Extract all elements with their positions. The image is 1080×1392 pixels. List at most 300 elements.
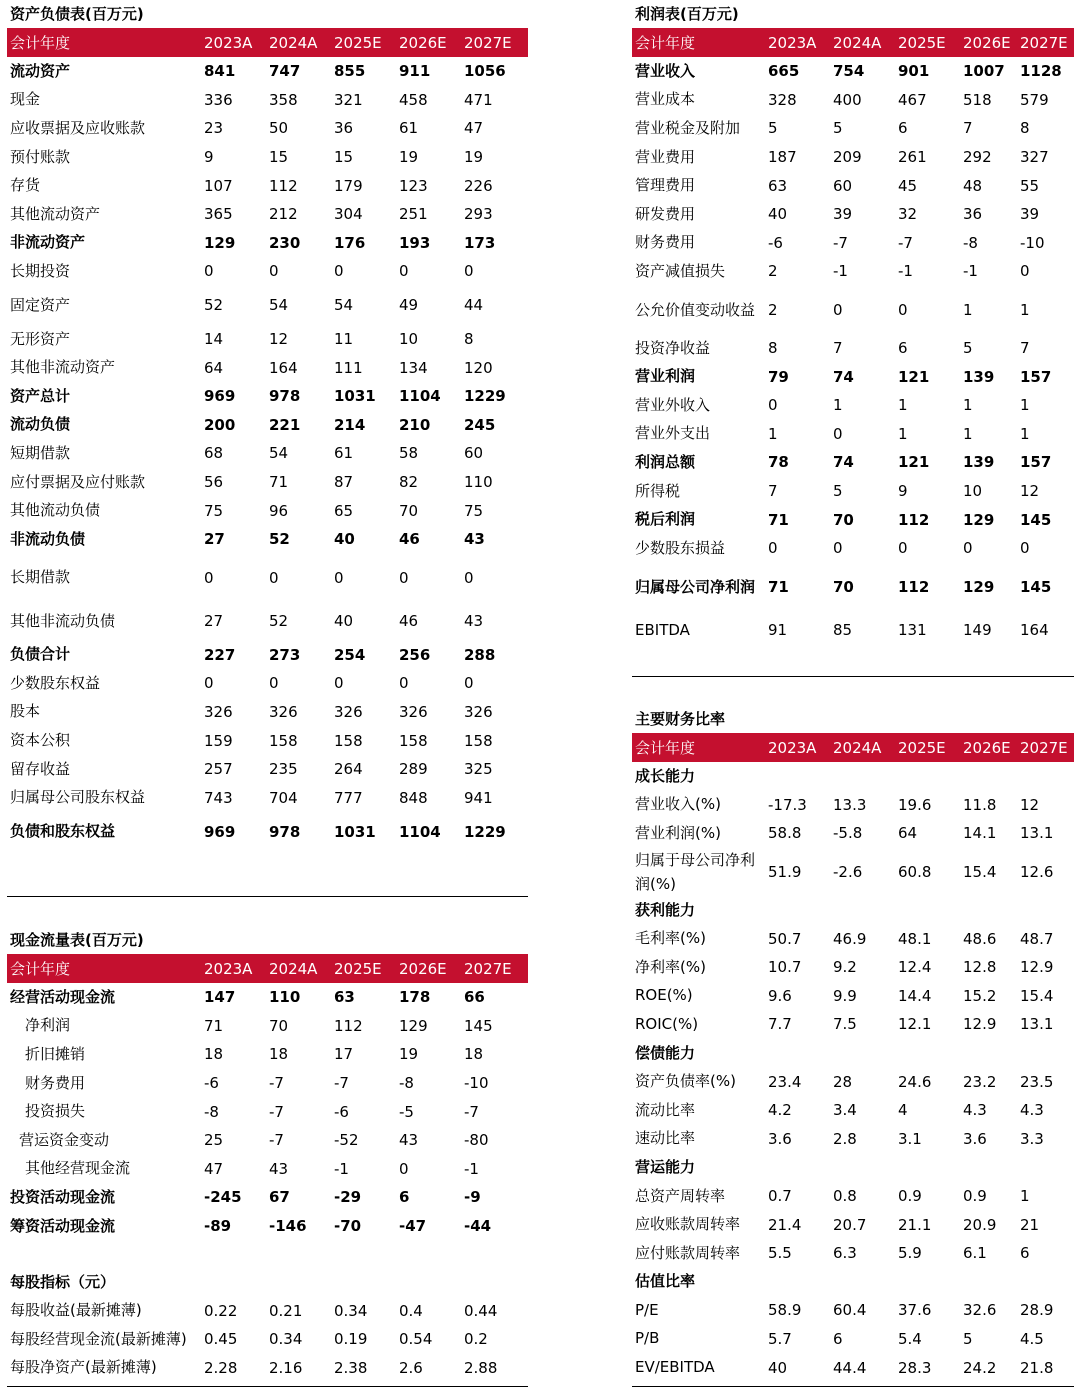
cell-value: 159 — [204, 731, 233, 750]
cell-value: 0 — [898, 300, 908, 319]
cell-value: 52 — [269, 530, 290, 549]
table-row — [632, 143, 1074, 172]
cell-value: -7 — [269, 1131, 284, 1150]
row-label: 成长能力 — [635, 766, 696, 785]
cell-value: -8 — [963, 233, 978, 252]
row-label: 应付账款周转率 — [635, 1243, 741, 1262]
cell-value: 2.8 — [833, 1129, 857, 1148]
cell-value: 1 — [963, 424, 973, 443]
cell-value: 12.9 — [963, 1015, 997, 1034]
cell-value — [765, 1039, 830, 1068]
cell-value: 326 — [464, 702, 493, 721]
col-header: 2027E — [461, 28, 528, 57]
cell-value: 75 — [464, 501, 484, 520]
cell-value: 120 — [464, 358, 493, 377]
cell-value: 0.9 — [898, 1187, 922, 1206]
cell-value: 326 — [334, 702, 363, 721]
cell-value: 743 — [204, 788, 233, 807]
table-row — [632, 819, 1074, 848]
row-label: 估值比率 — [635, 1272, 696, 1291]
row-label: 短期借款 — [10, 443, 71, 462]
cell-value: 221 — [269, 415, 301, 434]
cell-value: 0 — [464, 568, 474, 587]
cell-value: 46.9 — [833, 929, 867, 948]
cell-value: 0 — [269, 262, 279, 281]
cell-value — [960, 1153, 1017, 1182]
cell-value: 5.7 — [768, 1329, 792, 1348]
col-header: 2024A — [830, 733, 895, 762]
col-header: 2026E — [396, 954, 461, 983]
row-label: 预付账款 — [10, 147, 71, 166]
table-row — [7, 114, 528, 143]
cell-value: 9 — [204, 148, 214, 167]
cell-value: 0 — [204, 568, 214, 587]
row-label: 财务费用 — [635, 233, 696, 252]
cell-value: 704 — [269, 788, 298, 807]
cell-value: 0.44 — [464, 1301, 498, 1320]
table-row — [7, 143, 528, 172]
cell-value: 9.9 — [833, 986, 857, 1005]
cell-value: 336 — [204, 90, 233, 109]
ratios-panel — [632, 705, 1074, 1382]
cell-value: 848 — [399, 788, 428, 807]
cell-value: 27 — [204, 530, 225, 549]
cell-value: 123 — [399, 176, 428, 195]
cell-value: 32.6 — [963, 1301, 997, 1320]
cell-value: 110 — [269, 988, 301, 1007]
cell-value: 0.7 — [768, 1187, 792, 1206]
table-row — [632, 1353, 1074, 1382]
cell-value: -44 — [464, 1217, 492, 1236]
cell-value — [895, 1268, 960, 1297]
row-label: 营业利润(%) — [635, 823, 721, 842]
cell-value: -7 — [898, 233, 913, 252]
cell-value: 1 — [768, 424, 778, 443]
row-label: 股本 — [10, 702, 41, 721]
cell-value: 139 — [963, 367, 995, 386]
cell-value: 0 — [833, 300, 843, 319]
col-header: 2023A — [201, 28, 266, 57]
cell-value: -1 — [963, 262, 978, 281]
cell-value: 13.1 — [1020, 824, 1054, 843]
row-label: 每股收益(最新摊薄) — [10, 1301, 142, 1320]
cell-value: 145 — [1020, 577, 1052, 596]
table-row — [7, 1354, 528, 1383]
col-header: 2027E — [1017, 733, 1074, 762]
balance-sheet-table — [7, 28, 528, 851]
cell-value: 1229 — [464, 822, 506, 841]
cell-value: 978 — [269, 387, 301, 406]
cell-value: 4.3 — [1020, 1101, 1044, 1120]
cell-value: 325 — [464, 760, 493, 779]
cell-value: 112 — [898, 577, 930, 596]
cell-value: 15.2 — [963, 986, 997, 1005]
cell-value: 129 — [399, 1016, 428, 1035]
row-label: 总资产周转率 — [635, 1186, 726, 1205]
cell-value: 7 — [768, 482, 778, 501]
row-label: 营业成本 — [635, 90, 696, 109]
cell-value: 139 — [963, 453, 995, 472]
cell-value: 245 — [464, 415, 496, 434]
ratios-table — [632, 733, 1074, 1382]
cell-value: 36 — [334, 119, 354, 138]
cell-value: 0.9 — [963, 1187, 987, 1206]
row-label: 每股经营现金流(最新摊薄) — [10, 1329, 187, 1348]
cell-value: 40 — [334, 612, 354, 630]
divider — [632, 676, 1074, 677]
cell-value: 48 — [963, 176, 983, 195]
cell-value: 51.9 — [768, 862, 802, 881]
row-label: 投资活动现金流 — [10, 1187, 116, 1206]
col-header: 2024A — [266, 28, 331, 57]
table-row — [7, 602, 528, 641]
cell-value: 5.9 — [898, 1244, 922, 1263]
table-row — [632, 505, 1074, 534]
cell-value: 13.3 — [833, 795, 867, 814]
table-row — [632, 611, 1074, 650]
row-label: EBITDA — [635, 620, 690, 639]
cell-value: 20.7 — [833, 1215, 867, 1234]
cell-value: 110 — [464, 473, 493, 492]
cell-value: 293 — [464, 205, 493, 224]
row-label: 存货 — [10, 176, 41, 195]
cell-value: 2 — [768, 300, 778, 319]
divider — [7, 1386, 528, 1387]
cell-value: 112 — [269, 176, 298, 195]
cell-value: 5 — [768, 119, 778, 138]
col-header: 2026E — [960, 733, 1017, 762]
row-label: 应收账款周转率 — [635, 1215, 741, 1234]
cell-value: 28 — [833, 1072, 853, 1091]
cell-value: 21 — [1020, 1215, 1040, 1234]
col-header: 2024A — [266, 954, 331, 983]
table-row — [632, 1010, 1074, 1039]
col-header: 会计年度 — [7, 28, 201, 57]
cell-value: 0.8 — [833, 1187, 857, 1206]
table-row — [632, 563, 1074, 611]
cell-value: 52 — [269, 612, 289, 630]
cell-value: 112 — [334, 1016, 363, 1035]
cell-value: 14.4 — [898, 986, 932, 1005]
cell-value: 1229 — [464, 387, 506, 406]
table-row — [632, 1325, 1074, 1354]
cell-value: 23.4 — [768, 1072, 802, 1091]
cell-value: -146 — [269, 1217, 307, 1236]
row-label: 营运资金变动 — [19, 1130, 110, 1149]
cell-value: 25 — [204, 1131, 224, 1150]
row-label: 净利率(%) — [635, 957, 706, 976]
cell-value: 49 — [399, 296, 419, 315]
row-label: 筹资活动现金流 — [10, 1216, 116, 1235]
cell-value: 518 — [963, 90, 992, 109]
cell-value — [830, 1268, 895, 1297]
row-label: 毛利率(%) — [635, 929, 706, 948]
cell-value: -7 — [833, 233, 848, 252]
row-label: 其他流动资产 — [10, 204, 101, 223]
cell-value: 2.16 — [269, 1358, 303, 1377]
cell-value: 471 — [464, 90, 493, 109]
cell-value: 58.8 — [768, 824, 802, 843]
row-label: 留存收益 — [10, 759, 71, 778]
row-label: 投资净收益 — [635, 338, 711, 357]
cell-value: 969 — [204, 822, 236, 841]
cell-value: 129 — [963, 577, 995, 596]
cell-value: 60.8 — [898, 862, 932, 881]
cell-value: 46 — [399, 530, 420, 549]
cell-value: 71 — [768, 510, 789, 529]
col-header: 2026E — [960, 28, 1017, 57]
table-row — [7, 1212, 528, 1241]
table-row — [7, 57, 528, 86]
cell-value: 79 — [768, 367, 789, 386]
cell-value — [1017, 1153, 1074, 1182]
cell-value: 20.9 — [963, 1215, 997, 1234]
cell-value: 47 — [204, 1159, 224, 1178]
cell-value: 54 — [269, 444, 289, 463]
cell-value: 10 — [399, 330, 419, 349]
cell-value: 39 — [833, 205, 853, 224]
cell-value: 2.6 — [399, 1358, 423, 1377]
cell-value: 1104 — [399, 822, 441, 841]
row-label: 营业利润 — [635, 367, 696, 386]
cell-value: 6 — [399, 1188, 410, 1207]
cell-value: -8 — [204, 1102, 219, 1121]
cell-value: 579 — [1020, 90, 1049, 109]
cell-value: -6 — [334, 1102, 349, 1121]
ratios-title: 主要财务比率 — [635, 710, 726, 728]
table-row — [7, 1183, 528, 1212]
row-label: 公允价值变动收益 — [635, 300, 756, 319]
cell-value: 855 — [334, 62, 366, 81]
table-row — [7, 200, 528, 229]
col-header: 2023A — [201, 954, 266, 983]
cell-value: 67 — [269, 1188, 290, 1207]
table-row — [632, 448, 1074, 477]
table-row — [7, 439, 528, 468]
row-label: 经营活动现金流 — [10, 987, 116, 1006]
cell-value: 64 — [898, 824, 918, 843]
cell-value: 28.9 — [1020, 1301, 1054, 1320]
cell-value — [895, 1039, 960, 1068]
cell-value: 11 — [334, 330, 354, 349]
table-row — [7, 525, 528, 554]
table-row — [7, 641, 528, 670]
cell-value: 7 — [1020, 339, 1030, 358]
cell-value: 400 — [833, 90, 862, 109]
cell-value: -1 — [334, 1159, 349, 1178]
row-label: 负债和股东权益 — [10, 822, 116, 841]
table-row — [632, 1067, 1074, 1096]
cell-value: 8 — [464, 330, 474, 349]
cell-value: 1 — [1020, 1187, 1030, 1206]
cell-value: 21.1 — [898, 1215, 932, 1234]
cell-value: 19 — [399, 1045, 419, 1064]
cell-value: 0 — [334, 568, 344, 587]
cell-value: 48.7 — [1020, 929, 1054, 948]
cell-value: 131 — [898, 621, 927, 639]
row-label: P/B — [635, 1329, 660, 1348]
cell-value: 7.7 — [768, 1015, 792, 1034]
cell-value: 326 — [269, 702, 298, 721]
cell-value: 254 — [334, 645, 366, 664]
cell-value: 164 — [1020, 621, 1049, 639]
cell-value: 1 — [1020, 396, 1030, 415]
cell-value: 17 — [334, 1045, 354, 1064]
cell-value: 327 — [1020, 148, 1049, 167]
cell-value: 14.1 — [963, 824, 997, 843]
cell-value: 5 — [963, 1329, 973, 1348]
cell-value: 0 — [399, 1159, 409, 1178]
cell-value: -5 — [399, 1102, 414, 1121]
cell-value: 14 — [204, 330, 224, 349]
cell-value: 71 — [768, 577, 789, 596]
cell-value: 273 — [269, 645, 301, 664]
cell-value: 1 — [833, 396, 843, 415]
table-row — [632, 391, 1074, 420]
table-row — [7, 1325, 528, 1354]
cell-value: 48.6 — [963, 929, 997, 948]
table-header — [7, 28, 528, 57]
cell-value: 21.8 — [1020, 1358, 1054, 1377]
cell-value: 129 — [963, 510, 995, 529]
col-header: 2024A — [830, 28, 895, 57]
row-label: ROE(%) — [635, 986, 693, 1005]
table-row — [632, 1096, 1074, 1125]
cell-value — [960, 896, 1017, 925]
table-row — [7, 1097, 528, 1126]
cell-value — [1017, 1268, 1074, 1297]
row-label: 管理费用 — [635, 176, 696, 195]
table-row — [632, 286, 1074, 334]
cell-value: -7 — [334, 1074, 349, 1093]
cell-value: 96 — [269, 501, 289, 520]
cell-value: 44.4 — [833, 1358, 867, 1377]
table-row — [7, 1012, 528, 1041]
cell-value: 43 — [399, 1131, 419, 1150]
cell-value: 12.9 — [1020, 958, 1054, 977]
cell-value: 6.1 — [963, 1244, 987, 1263]
row-label: 营运能力 — [635, 1157, 696, 1176]
table-row — [7, 783, 528, 812]
pershare-title: 每股指标（元） — [10, 1273, 116, 1292]
cell-value: 210 — [399, 415, 431, 434]
row-label: 营业外支出 — [635, 424, 711, 443]
cell-value: 74 — [833, 453, 854, 472]
cell-value: 64 — [204, 358, 224, 377]
cell-value: 1 — [898, 396, 908, 415]
cell-value: 40 — [334, 530, 355, 549]
cell-value: -7 — [464, 1102, 479, 1121]
cell-value: 78 — [768, 453, 789, 472]
cell-value: 0.34 — [334, 1301, 368, 1320]
divider — [632, 1386, 1074, 1387]
cell-value: 85 — [833, 621, 853, 639]
cell-value: 0 — [204, 674, 214, 693]
row-label: 归属母公司股东权益 — [10, 788, 146, 807]
income-panel — [632, 0, 1074, 650]
table-row — [7, 1155, 528, 1184]
cell-value: 12 — [269, 330, 289, 349]
row-label: 营业收入(%) — [635, 795, 721, 814]
table-row — [632, 57, 1074, 86]
table-header — [632, 28, 1074, 57]
cell-value: 112 — [898, 510, 930, 529]
cell-value: 111 — [334, 358, 363, 377]
cell-value: 50 — [269, 119, 289, 138]
cell-value: -29 — [334, 1188, 362, 1207]
cell-value: 0 — [269, 674, 279, 693]
cell-value: 36 — [963, 205, 983, 224]
table-header — [7, 954, 528, 983]
cell-value: 3.6 — [768, 1129, 792, 1148]
cell-value: 145 — [1020, 510, 1052, 529]
row-label: 速动比率 — [635, 1129, 696, 1148]
table-row — [632, 896, 1074, 925]
cell-value: 12.4 — [898, 958, 932, 977]
cell-value: 1128 — [1020, 62, 1062, 81]
cell-value: 6.3 — [833, 1244, 857, 1263]
cell-value: 23 — [204, 119, 224, 138]
cell-value: 358 — [269, 90, 298, 109]
cell-value: 0 — [464, 262, 474, 281]
cell-value: 5 — [833, 482, 843, 501]
cell-value: 0 — [833, 539, 843, 558]
cell-value: 107 — [204, 176, 233, 195]
cell-value: 747 — [269, 62, 301, 81]
table-row — [632, 1210, 1074, 1239]
table-row — [632, 477, 1074, 506]
cell-value: 214 — [334, 415, 366, 434]
cell-value: 68 — [204, 444, 224, 463]
cell-value — [830, 762, 895, 791]
row-label: 营业费用 — [635, 147, 696, 166]
cell-value: 60 — [833, 176, 853, 195]
cell-value — [960, 762, 1017, 791]
row-label: 应付票据及应付账款 — [10, 472, 146, 491]
cell-value: 134 — [399, 358, 428, 377]
income-table — [632, 28, 1074, 650]
table-row — [632, 420, 1074, 449]
col-header: 2023A — [765, 28, 830, 57]
cell-value: 40 — [768, 205, 788, 224]
cell-value: 261 — [898, 148, 927, 167]
table-row — [632, 114, 1074, 143]
row-label: 归属于母公司净利润(%) — [635, 850, 756, 893]
row-label: 研发费用 — [635, 204, 696, 223]
cell-value: -1 — [898, 262, 913, 281]
cell-value: 32 — [898, 205, 918, 224]
cell-value: 3.3 — [1020, 1129, 1044, 1148]
cell-value: 288 — [464, 645, 496, 664]
cell-value: 3.4 — [833, 1101, 857, 1120]
table-row — [7, 468, 528, 497]
table-row — [632, 1296, 1074, 1325]
cell-value: 5.4 — [898, 1329, 922, 1348]
row-label: 负债合计 — [10, 645, 71, 664]
cell-value: 458 — [399, 90, 428, 109]
cell-value: 12.8 — [963, 958, 997, 977]
cell-value: 24.2 — [963, 1358, 997, 1377]
col-header: 2026E — [396, 28, 461, 57]
cell-value: 0 — [399, 674, 409, 693]
table-row — [7, 411, 528, 440]
cell-value: 256 — [399, 645, 431, 664]
cell-value: 326 — [399, 702, 428, 721]
cell-value: 326 — [204, 702, 233, 721]
col-header: 2025E — [331, 954, 396, 983]
table-row — [632, 1239, 1074, 1268]
cell-value: 15.4 — [1020, 986, 1054, 1005]
